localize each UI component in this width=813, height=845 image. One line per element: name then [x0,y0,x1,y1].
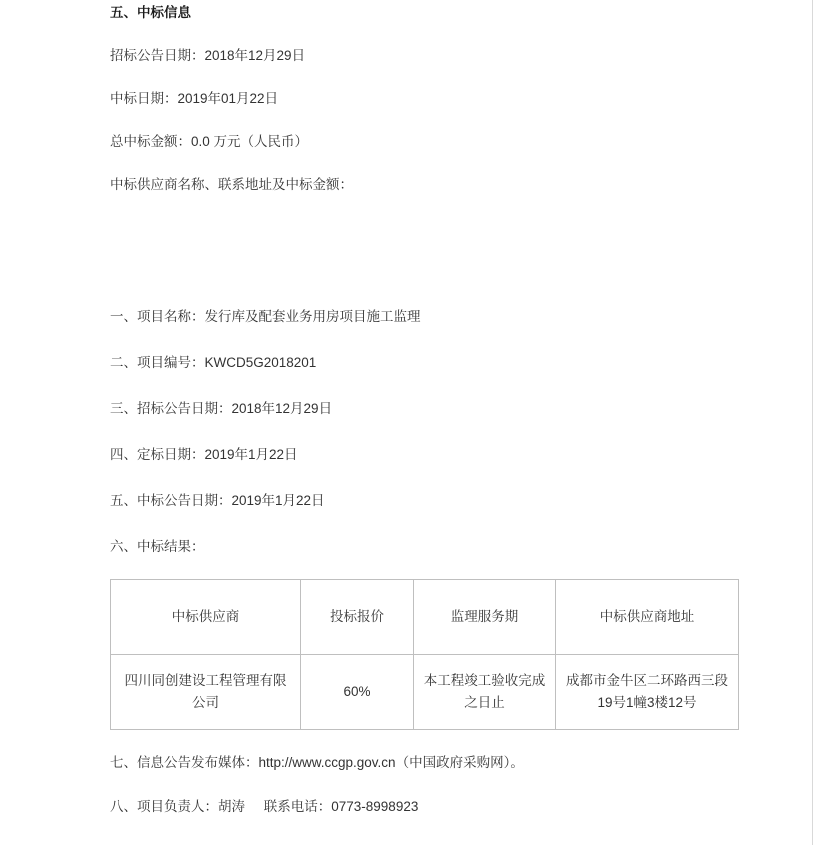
table-header-address: 中标供应商地址 [556,580,739,655]
award-result-table-wrapper [110,558,728,730]
table-cell-bid-price: 60% [301,655,414,730]
table-header-bid-price: 投标报价 [301,580,414,655]
award-result-table [110,579,739,730]
footer-line-media: 七、信息公告发布媒体：http://www.ccgp.gov.cn（中国政府采购网）。 [110,755,524,770]
list-item-decision-date: 四、定标日期：2019年1月22日 [110,447,298,462]
list-item-project-number: 二、项目编号：KWCD5G2018201 [110,355,317,370]
spacer-block [110,196,703,282]
info-line-supplier-intro: 中标供应商名称、联系地址及中标金额： [110,177,353,192]
table-header [111,580,739,655]
page-title: 五、中标信息 [110,5,191,20]
list-item-announcement-date: 三、招标公告日期：2018年12月29日 [110,401,333,416]
info-line-tender-date: 招标公告日期：2018年12月29日 [110,48,306,63]
table-header-row [111,580,739,655]
table-cell-address: 成都市金牛区二环路西三段19号1幢3楼12号 [556,655,739,730]
info-line-award-date: 中标日期：2019年01月22日 [110,91,279,106]
footer-line-contact: 八、项目负责人：胡涛 联系电话：0773-8998923 [110,799,419,814]
list-item-project-name: 一、项目名称：发行库及配套业务用房项目施工监理 [110,309,421,324]
list-item-award-result: 六、中标结果： [110,539,205,554]
table-cell-supplier: 四川同创建设工程管理有限公司 [111,655,301,730]
list-item-award-announcement-date: 五、中标公告日期：2019年1月22日 [110,493,325,508]
table-body [111,655,739,730]
table-header-service-period: 监理服务期 [414,580,556,655]
table-cell-service-period: 本工程竣工验收完成之日止 [414,655,556,730]
table-row [111,655,739,730]
table-header-supplier: 中标供应商 [111,580,301,655]
info-line-total-amount: 总中标金额：0.0 万元（人民币） [110,134,309,149]
